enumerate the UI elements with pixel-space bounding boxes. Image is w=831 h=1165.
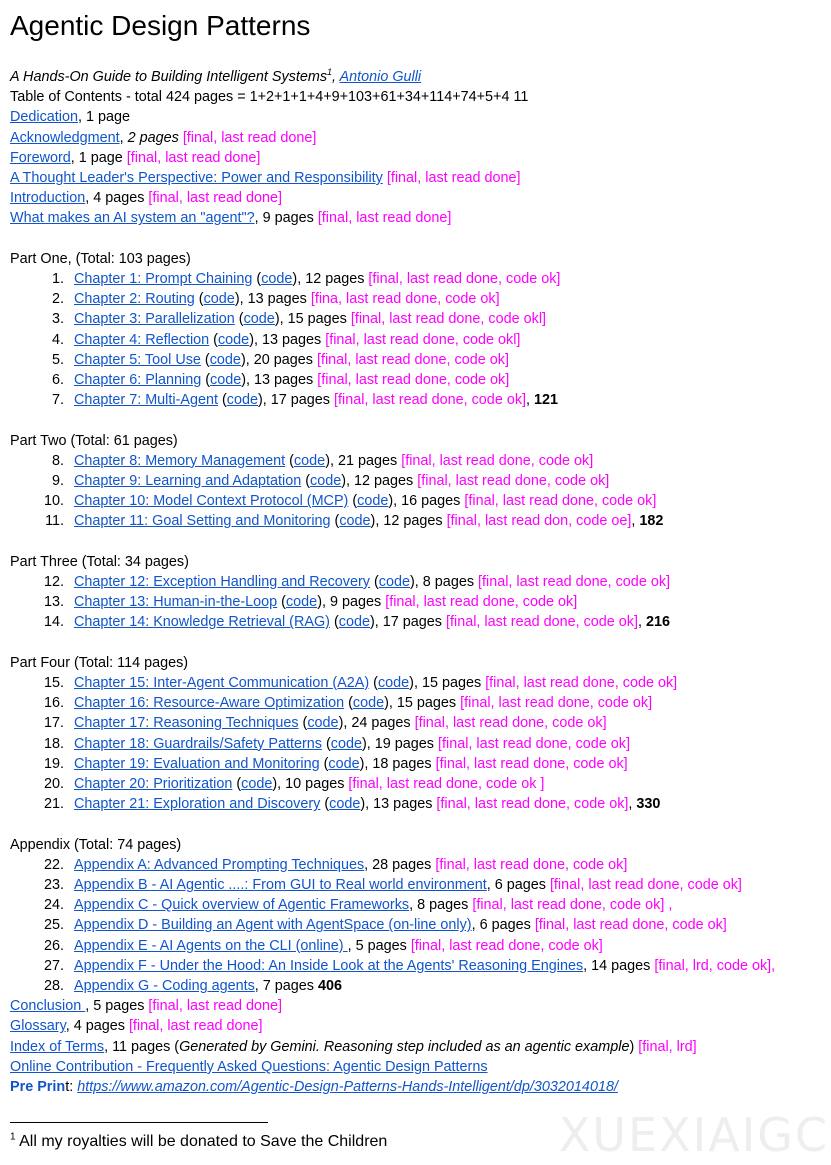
status-tag: [fina, last read done, code ok] [310, 291, 500, 308]
item-number: 13. [43, 594, 64, 611]
code-link[interactable]: code [338, 614, 370, 631]
status-tag: [final, last read done, code ok] [316, 351, 509, 368]
preprint-line [10, 1077, 618, 1097]
status-tag: [final, last read done, code ok] , [472, 897, 673, 914]
item-body [74, 713, 607, 733]
back-entry [10, 1037, 697, 1057]
chapter-link[interactable]: Appendix D - Building an Agent with AgentSpace (on-line only) [74, 917, 472, 934]
item-number: 5. [51, 351, 64, 368]
item-body [74, 754, 628, 774]
chapter-link[interactable]: Chapter 20: Prioritization [74, 776, 233, 792]
paren-open: ( [344, 695, 353, 712]
status-tag: [final, last read done, code ok] [368, 271, 561, 287]
front-entry-pages: , 1 page [78, 109, 131, 126]
item-number: 15. [43, 675, 64, 691]
item-body: Chapter 7: Multi-Agent (code), 17 pages [final, last read done, code ok], 121 [74, 392, 559, 409]
item-body [74, 309, 546, 329]
page-count: ), 18 pages [359, 755, 436, 772]
item-number: 23. [43, 877, 64, 893]
part-heading: Part Three (Total: 34 pages) [10, 553, 189, 570]
chapter-link[interactable]: Appendix A: Advanced Prompting Techniques [74, 856, 365, 873]
running-total: 216 [646, 614, 671, 631]
item-body [74, 936, 603, 956]
running-total: 121 [534, 392, 559, 409]
paren-open: ( [370, 574, 379, 590]
status-tag: [final, last read done, code ok] [414, 715, 607, 732]
running-total: 406 [318, 978, 343, 994]
page-count: ), 24 pages [338, 715, 415, 732]
running-total: 182 [639, 513, 664, 530]
page-count: ), 12 pages [292, 271, 369, 287]
page-count: ), 13 pages [234, 291, 311, 308]
chapter-link[interactable]: Chapter 10: Model Context Protocol (MCP) [74, 493, 349, 510]
item-body: Chapter 21: Exploration and Discovery (code), 13 pages [final, last read done, code ok], 330 [74, 796, 661, 813]
page-count: ), 8 pages [410, 574, 479, 590]
item-number: 26. [43, 937, 64, 954]
status-tag: [final, last read done, code ok] [417, 473, 610, 489]
status-tag: [final, last read done, code ok] [410, 937, 603, 954]
back-entry-pages: , 11 pages ( [104, 1038, 180, 1055]
page-count: ), 12 pages [370, 513, 447, 530]
back-entry-link[interactable]: Online Contribution - Frequently Asked Questions: Agentic Design Patterns [10, 1058, 488, 1075]
running-total: 330 [636, 796, 661, 813]
chapter-link[interactable]: Chapter 7: Multi-Agent [74, 392, 218, 409]
item-body [74, 895, 672, 915]
item-body [74, 592, 577, 612]
paren-open: ( [348, 493, 358, 510]
item-number: 16. [43, 695, 64, 712]
front-entry-note: 2 pages [127, 129, 179, 146]
chapter-link[interactable]: Appendix C - Quick overview of Agentic Frameworks [74, 897, 410, 914]
chapter-link[interactable]: Chapter 6: Planning [74, 372, 202, 388]
item-number: 24. [43, 897, 64, 914]
subtitle-line [10, 67, 421, 87]
item-number: 7. [51, 392, 64, 409]
watermark: XUEXIAIGC [558, 1108, 829, 1162]
paren-open: ( [277, 594, 286, 611]
chapter-link[interactable]: Chapter 4: Reflection [74, 331, 210, 348]
back-entry [10, 1016, 263, 1036]
back-entry [10, 1057, 488, 1077]
item-number: 8. [51, 452, 64, 469]
front-entry-link[interactable]: Dedication [10, 109, 78, 126]
front-entry-pages: , 1 page [70, 149, 127, 166]
status-tag: [final, last read done, code ok] [485, 675, 678, 691]
page-count: , 7 pages [254, 978, 319, 994]
front-entry-link[interactable]: Foreword [10, 149, 71, 166]
status-tag: [final, last read done, code ok] [478, 574, 671, 590]
code-link[interactable]: code [328, 755, 360, 772]
code-link[interactable]: code [209, 351, 241, 368]
paren-open: ( [209, 331, 218, 348]
status-tag: [final, last read don, code oe] [446, 513, 632, 530]
status-tag: [final, last read done, code ok] [549, 877, 742, 893]
front-entry-link[interactable]: Acknowledgment [10, 129, 120, 146]
chapter-link[interactable]: Chapter 11: Goal Setting and Monitoring [74, 513, 331, 530]
status-tag: [final, last read done, code ok] [534, 917, 727, 934]
item-body [74, 915, 727, 935]
paren-open: ( [301, 473, 311, 489]
chapter-link[interactable]: Chapter 12: Exception Handling and Recovery [74, 574, 370, 590]
item-number: 14. [43, 614, 64, 631]
status-tag: [final, last read done, code ok] [435, 755, 628, 772]
item-body [74, 572, 670, 592]
code-link[interactable]: code [339, 513, 371, 530]
front-entry-pages: , 9 pages [254, 210, 318, 227]
code-link[interactable]: code [285, 594, 318, 611]
code-link[interactable]: code [310, 473, 342, 489]
item-number: 28. [43, 978, 64, 994]
page-count: ), 13 pages [241, 372, 318, 388]
item-body [74, 451, 593, 471]
status-tag: [final, last read done, code ok] [401, 452, 594, 469]
item-number: 6. [51, 372, 64, 388]
code-link[interactable]: code [241, 776, 273, 792]
item-number: 4. [51, 331, 64, 348]
status-tag: [final, last read done, code ok] [334, 392, 527, 409]
page-count: ), 13 pages [249, 331, 326, 348]
chapter-link[interactable]: Chapter 21: Exploration and Discovery [74, 796, 321, 813]
chapter-link[interactable]: Appendix B - AI Agentic ....: From GUI to Real world environment [74, 877, 487, 893]
code-link[interactable]: code [330, 735, 362, 752]
item-number: 1. [51, 271, 64, 287]
page-count: , 5 pages [347, 937, 411, 954]
item-body [74, 976, 342, 996]
item-number: 17. [43, 715, 64, 732]
paren-open: ( [321, 735, 331, 752]
status-tag: [final, last read done, code ok] [435, 856, 628, 873]
item-body [74, 350, 509, 370]
page-count: ), 15 pages [384, 695, 461, 712]
chapter-link[interactable]: Chapter 15: Inter-Agent Communication (A2A) [74, 675, 370, 691]
item-number: 11. [45, 513, 64, 530]
page-count: , 6 pages [486, 877, 550, 893]
footnote-rule [10, 1122, 268, 1123]
item-body [74, 693, 652, 713]
front-entry [10, 188, 282, 208]
paren-open: ( [200, 351, 210, 368]
item-number: 10. [43, 493, 64, 510]
page-count: , 14 pages [583, 957, 655, 974]
page-count: , 8 pages [409, 897, 473, 914]
back-entry-link[interactable]: Index of Terms [10, 1038, 105, 1055]
page-count: ), 17 pages [258, 392, 335, 409]
page-count: ), 16 pages [388, 493, 465, 510]
back-entry [10, 996, 282, 1016]
item-number: 27. [43, 957, 64, 974]
chapter-link[interactable]: Appendix F - Under the Hood: An Inside Look at the Agents' Reasoning Engines [74, 957, 584, 974]
chapter-link[interactable]: Chapter 1: Prompt Chaining [74, 271, 253, 287]
front-entry [10, 168, 520, 188]
paren-open: ( [232, 776, 242, 792]
back-entry-pages: , 4 pages [65, 1018, 129, 1035]
paren-open: ( [319, 755, 329, 772]
code-link[interactable]: code [217, 331, 250, 348]
chapter-link[interactable]: Chapter 9: Learning and Adaptation [74, 473, 302, 489]
item-number: 18. [43, 735, 64, 752]
chapter-link[interactable]: Appendix E - AI Agents on the CLI (online) [74, 937, 348, 954]
part-heading: Appendix (Total: 74 pages) [10, 836, 182, 853]
code-link[interactable]: code [203, 291, 235, 308]
part-heading: Part One, (Total: 103 pages) [10, 250, 191, 267]
item-body: Chapter 14: Knowledge Retrieval (RAG) (code), 17 pages [final, last read done, code ok], 216 [74, 614, 671, 631]
document-title: Agentic Design Patterns [10, 10, 311, 41]
page-count: ), 21 pages [325, 452, 402, 469]
item-number: 3. [51, 311, 64, 328]
paren-open: ( [330, 513, 340, 530]
item-body [74, 330, 520, 350]
chapter-link[interactable]: Chapter 16: Resource-Aware Optimization [74, 695, 345, 712]
page-count: ), 13 pages [360, 796, 437, 813]
front-entry-link[interactable]: Introduction [10, 190, 86, 207]
code-link[interactable]: code [357, 493, 389, 510]
chapter-link[interactable]: Chapter 8: Memory Management [74, 452, 286, 469]
page-count: ), 15 pages [274, 311, 351, 328]
front-entry-pages: , 4 pages [85, 190, 149, 207]
item-body [74, 673, 677, 693]
front-entry [10, 208, 451, 228]
code-link[interactable]: code [210, 372, 242, 388]
back-entry-note: Generated by Gemini. Reasoning step included as an agentic example [179, 1038, 630, 1055]
item-body: Chapter 11: Goal Setting and Monitoring (code), 12 pages [final, last read don, code oe], 182 [74, 513, 664, 530]
chapter-link[interactable]: Chapter 2: Routing [74, 291, 195, 308]
preprint-url-link[interactable]: https://www.amazon.com/Agentic-Design-Patterns-Hands-Intelligent/dp/3032014018/ [77, 1079, 618, 1095]
code-link[interactable]: code [352, 695, 385, 712]
item-body [74, 774, 544, 794]
item-body [74, 269, 560, 289]
item-body [74, 956, 775, 976]
paren-open: ( [252, 271, 262, 287]
back-entry-status: [final, lrd] [638, 1038, 697, 1055]
author-link[interactable]: Antonio Gulli [339, 69, 422, 85]
status-tag: [final, last read done, code ok] [317, 372, 510, 388]
page-count: ), 17 pages [369, 614, 446, 631]
page-count: ), 19 pages [361, 735, 438, 752]
paren-open: ( [217, 392, 227, 409]
page-count: ), 15 pages [409, 675, 486, 691]
item-number: 25. [43, 917, 64, 934]
chapter-link[interactable]: Chapter 13: Human-in-the-Loop [74, 594, 278, 611]
paren-open: ( [369, 675, 378, 691]
item-body [74, 875, 742, 895]
status-tag: [final, lrd, code ok], [654, 957, 776, 974]
status-tag: [final, last read done, code ok] [464, 493, 657, 510]
code-link[interactable]: code [226, 392, 258, 409]
front-entry-status: [final, last read done] [126, 149, 261, 166]
code-link[interactable]: code [243, 311, 275, 328]
item-number: 19. [43, 755, 64, 772]
back-entry-status: [final, last read done] [128, 1018, 263, 1035]
item-number: 22. [43, 856, 64, 873]
back-entry-text: ) [629, 1038, 639, 1055]
item-number: 21. [43, 796, 64, 813]
front-entry [10, 148, 260, 168]
item-body [74, 734, 630, 754]
item-body [74, 370, 509, 390]
preprint-colon: t: [65, 1079, 78, 1095]
back-entry-pages: , 5 pages [85, 998, 149, 1015]
item-body [74, 855, 627, 875]
subtitle-sup: 1 [327, 67, 333, 78]
page-count: ), 10 pages [272, 776, 349, 792]
status-tag: [final, last read done, code ok] [438, 735, 630, 752]
code-link[interactable]: code [377, 675, 410, 691]
subtitle-separator: , [332, 69, 340, 85]
page-count: ), 12 pages [341, 473, 418, 489]
subtitle-text: A Hands-On Guide to Building Intelligent Systems [10, 69, 328, 85]
status-tag: [final, last read done, code ok] [460, 695, 653, 712]
paren-open: ( [298, 715, 308, 732]
item-number: 20. [43, 776, 64, 792]
status-tag: [final, last read done, code ok ] [348, 776, 545, 792]
status-tag: [final, last read done, code ok] [446, 614, 638, 631]
code-link[interactable]: code [293, 452, 326, 469]
item-body [74, 471, 609, 491]
item-number: 2. [51, 291, 64, 308]
paren-open: ( [320, 796, 330, 813]
code-link[interactable]: code [378, 574, 411, 590]
paren-open: ( [234, 311, 244, 328]
chapter-link[interactable]: Chapter 5: Tool Use [74, 351, 201, 368]
chapter-link[interactable]: Chapter 18: Guardrails/Safety Patterns [74, 735, 322, 752]
status-tag: [final, last read done, code okl] [325, 331, 521, 348]
part-heading: Part Two (Total: 61 pages) [10, 432, 178, 449]
footnote [10, 1132, 387, 1152]
chapter-link[interactable]: Chapter 14: Knowledge Retrieval (RAG) [74, 614, 330, 631]
code-link[interactable]: code [307, 715, 339, 732]
back-entry-link[interactable]: Glossary [10, 1018, 66, 1035]
page-count: ), 9 pages [317, 594, 386, 611]
chapter-link[interactable]: Appendix G - Coding agents [74, 978, 255, 994]
footnote-text: All my royalties will be donated to Save the Children [15, 1133, 388, 1150]
code-link[interactable]: code [329, 796, 361, 813]
paren-open: ( [201, 372, 211, 388]
front-entry-status: [final, last read done] [386, 170, 521, 186]
item-body [74, 491, 656, 511]
page-count: ), 20 pages [240, 351, 317, 368]
toc-total-line: Table of Contents - total 424 pages = 1+2+1+1+4+9+103+61+34+114+74+5+4 11 [10, 89, 529, 106]
part-heading: Part Four (Total: 114 pages) [10, 654, 189, 671]
preprint-label: Pre Prin [10, 1079, 66, 1095]
status-tag: [final, last read done, code ok] [436, 796, 629, 813]
item-number: 9. [51, 473, 64, 489]
code-link[interactable]: code [261, 271, 293, 287]
status-tag: [final, last read done, code okl] [350, 311, 547, 328]
page-count: , 28 pages [364, 856, 436, 873]
status-tag: [final, last read done, code ok] [385, 594, 578, 611]
chapter-link[interactable]: Chapter 19: Evaluation and Monitoring [74, 755, 320, 772]
footnote-marker: 1 [10, 1131, 16, 1143]
back-entry-link[interactable]: Conclusion [10, 998, 86, 1015]
page-count: , 6 pages [471, 917, 535, 934]
item-body [74, 289, 500, 309]
front-entry [10, 107, 130, 127]
front-entry-link[interactable]: What makes an AI system an "agent"? [10, 210, 255, 227]
front-entry-status: [final, last read done] [148, 190, 283, 207]
paren-open: ( [285, 452, 294, 469]
chapter-link[interactable]: Chapter 3: Parallelization [74, 311, 235, 328]
item-number: 12. [43, 574, 64, 590]
front-entry-status: [final, last read done] [182, 129, 317, 146]
paren-open: ( [329, 614, 339, 631]
chapter-link[interactable]: Chapter 17: Reasoning Techniques [74, 715, 299, 732]
back-entry-status: [final, last read done] [148, 998, 283, 1015]
front-entry-link[interactable]: A Thought Leader's Perspective: Power and Responsibility [10, 170, 383, 186]
front-entry-status: [final, last read done] [317, 210, 452, 227]
front-entry [10, 128, 316, 148]
paren-open: ( [194, 291, 204, 308]
front-entry-pages: , [119, 129, 128, 146]
